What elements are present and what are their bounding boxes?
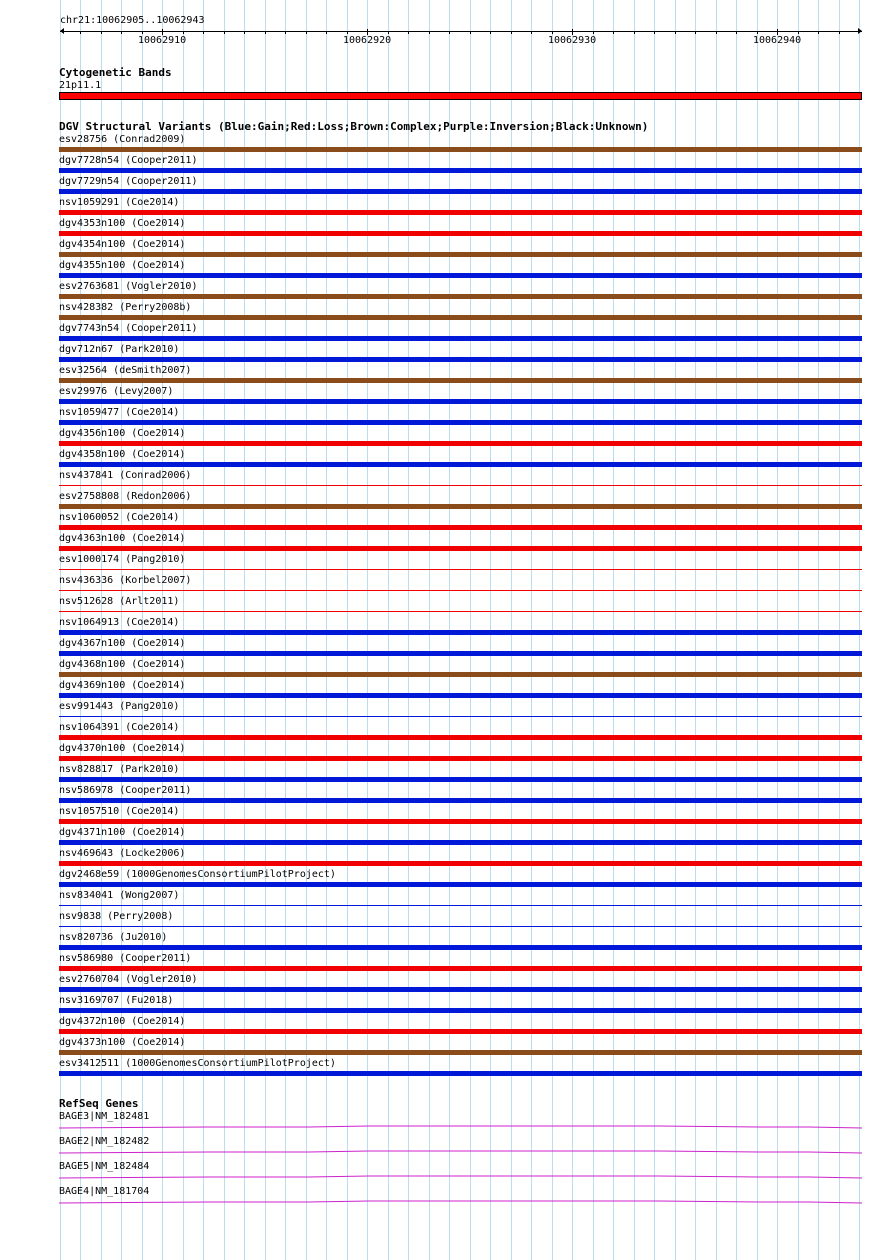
dgv-feature-label: nsv1060052 (Coe2014): [59, 512, 180, 523]
dgv-feature-bar[interactable]: [59, 399, 862, 404]
ruler-minor-tick: [798, 31, 799, 34]
dgv-feature-label: dgv4369n100 (Coe2014): [59, 680, 186, 691]
dgv-feature-label: nsv436336 (Korbel2007): [59, 575, 192, 586]
ruler-minor-tick: [757, 31, 758, 34]
ruler-minor-tick: [285, 31, 286, 34]
dgv-feature-label: nsv437841 (Conrad2006): [59, 470, 192, 481]
dgv-feature-label: nsv1064391 (Coe2014): [59, 722, 180, 733]
dgv-feature-label: esv29976 (Levy2007): [59, 386, 174, 397]
dgv-feature-bar[interactable]: [59, 252, 862, 257]
dgv-feature-label: nsv834041 (Wong2007): [59, 890, 180, 901]
dgv-feature-label: esv1000174 (Pang2010): [59, 554, 186, 565]
ruler-tick-label: 10062940: [753, 35, 802, 46]
dgv-feature-bar[interactable]: [59, 966, 862, 971]
dgv-feature-label: dgv4356n100 (Coe2014): [59, 428, 186, 439]
dgv-feature-bar[interactable]: [59, 693, 862, 698]
dgv-feature-bar[interactable]: [59, 189, 862, 194]
ruler-minor-tick: [244, 31, 245, 34]
ruler-minor-tick: [265, 31, 266, 34]
ruler-minor-tick: [593, 31, 594, 34]
refseq-gene-line[interactable]: [59, 1173, 862, 1179]
dgv-feature-bar[interactable]: [59, 630, 862, 635]
dgv-feature-bar[interactable]: [59, 357, 862, 362]
dgv-feature-label: dgv7743n54 (Cooper2011): [59, 323, 198, 334]
dgv-feature-bar[interactable]: [59, 798, 862, 803]
ruler-tick-label: 10062910: [138, 35, 187, 46]
dgv-feature-bar[interactable]: [59, 147, 862, 152]
cytoband-label: 21p11.1: [59, 80, 102, 91]
dgv-feature-bar[interactable]: [59, 926, 862, 927]
dgv-feature-bar[interactable]: [59, 420, 862, 425]
dgv-feature-bar[interactable]: [59, 273, 862, 278]
dgv-feature-label: nsv1064913 (Coe2014): [59, 617, 180, 628]
dgv-feature-bar[interactable]: [59, 590, 862, 591]
refseq-gene-label: BAGE2|NM_182482: [59, 1136, 150, 1147]
dgv-feature-label: nsv828817 (Park2010): [59, 764, 180, 775]
ruler-minor-tick: [388, 31, 389, 34]
dgv-feature-bar[interactable]: [59, 611, 862, 612]
dgv-feature-bar[interactable]: [59, 756, 862, 761]
ruler-minor-tick: [531, 31, 532, 34]
dgv-feature-label: nsv820736 (Ju2010): [59, 932, 168, 943]
dgv-feature-label: nsv428382 (Perry2008b): [59, 302, 192, 313]
dgv-feature-bar[interactable]: [59, 441, 862, 446]
dgv-feature-bar[interactable]: [59, 569, 862, 570]
dgv-feature-label: dgv4353n100 (Coe2014): [59, 218, 186, 229]
ruler-minor-tick: [326, 31, 327, 34]
dgv-feature-bar[interactable]: [59, 525, 862, 530]
refseq-gene-label: BAGE3|NM_182481: [59, 1111, 150, 1122]
dgv-feature-label: dgv4367n100 (Coe2014): [59, 638, 186, 649]
ruler-minor-tick: [121, 31, 122, 34]
dgv-feature-label: dgv4358n100 (Coe2014): [59, 449, 186, 460]
dgv-feature-label: nsv512628 (Arlt2011): [59, 596, 180, 607]
dgv-feature-bar[interactable]: [59, 546, 862, 551]
dgv-track-title: DGV Structural Variants (Blue:Gain;Red:Loss;Brown:Complex;Purple:Inversion;Black:Unknown): [59, 120, 649, 133]
dgv-feature-bar[interactable]: [59, 861, 862, 866]
refseq-gene-line[interactable]: [59, 1198, 862, 1204]
dgv-feature-bar[interactable]: [59, 462, 862, 467]
dgv-feature-label: dgv4355n100 (Coe2014): [59, 260, 186, 271]
ruler-minor-tick: [306, 31, 307, 34]
dgv-feature-label: nsv469643 (Locke2006): [59, 848, 186, 859]
ruler-minor-tick: [142, 31, 143, 34]
dgv-feature-label: dgv712n67 (Park2010): [59, 344, 180, 355]
ruler-right-arrow-icon: [858, 28, 862, 34]
dgv-feature-bar[interactable]: [59, 840, 862, 845]
ruler-minor-tick: [203, 31, 204, 34]
dgv-feature-bar[interactable]: [59, 210, 862, 215]
dgv-feature-label: nsv586978 (Cooper2011): [59, 785, 192, 796]
dgv-feature-bar[interactable]: [59, 905, 862, 906]
dgv-feature-label: dgv4370n100 (Coe2014): [59, 743, 186, 754]
dgv-feature-bar[interactable]: [59, 882, 862, 887]
ruler-minor-tick: [183, 31, 184, 34]
dgv-feature-bar[interactable]: [59, 1029, 862, 1034]
ruler-minor-tick: [634, 31, 635, 34]
ruler-minor-tick: [101, 31, 102, 34]
dgv-feature-label: dgv7728n54 (Cooper2011): [59, 155, 198, 166]
dgv-feature-label: esv2760704 (Vogler2010): [59, 974, 198, 985]
ruler-minor-tick: [818, 31, 819, 34]
ruler-minor-tick: [716, 31, 717, 34]
ruler-minor-tick: [80, 31, 81, 34]
dgv-feature-label: esv32564 (deSmith2007): [59, 365, 192, 376]
ruler-minor-tick: [839, 31, 840, 34]
dgv-feature-bar[interactable]: [59, 945, 862, 950]
dgv-feature-bar[interactable]: [59, 819, 862, 824]
location-label: chr21:10062905..10062943: [60, 15, 205, 26]
ruler-tick-label: 10062930: [548, 35, 597, 46]
dgv-feature-bar[interactable]: [59, 777, 862, 782]
cytoband-bar: [60, 93, 861, 99]
ruler-minor-tick: [736, 31, 737, 34]
dgv-feature-label: nsv1059477 (Coe2014): [59, 407, 180, 418]
dgv-feature-bar[interactable]: [59, 1008, 862, 1013]
dgv-feature-label: dgv4372n100 (Coe2014): [59, 1016, 186, 1027]
dgv-feature-label: dgv4354n100 (Coe2014): [59, 239, 186, 250]
dgv-feature-bar[interactable]: [59, 716, 862, 717]
dgv-feature-label: esv991443 (Pang2010): [59, 701, 180, 712]
ruler-tick-label: 10062920: [343, 35, 392, 46]
dgv-feature-label: nsv1059291 (Coe2014): [59, 197, 180, 208]
dgv-feature-label: dgv7729n54 (Cooper2011): [59, 176, 198, 187]
ruler-minor-tick: [470, 31, 471, 34]
dgv-feature-bar[interactable]: [59, 378, 862, 383]
dgv-feature-bar[interactable]: [59, 651, 862, 656]
dgv-feature-label: esv28756 (Conrad2009): [59, 134, 186, 145]
dgv-feature-label: dgv4368n100 (Coe2014): [59, 659, 186, 670]
ruler-left-arrow-icon: [60, 28, 64, 34]
dgv-feature-label: dgv2468e59 (1000GenomesConsortiumPilotProject): [59, 869, 336, 880]
dgv-feature-bar[interactable]: [59, 231, 862, 236]
ruler-minor-tick: [511, 31, 512, 34]
ruler-minor-tick: [613, 31, 614, 34]
dgv-feature-bar[interactable]: [59, 987, 862, 992]
dgv-feature-bar[interactable]: [59, 294, 862, 299]
ruler-minor-tick: [552, 31, 553, 34]
ruler-minor-tick: [449, 31, 450, 34]
dgv-feature-bar[interactable]: [59, 315, 862, 320]
refseq-gene-label: BAGE4|NM_181704: [59, 1186, 150, 1197]
dgv-feature-bar[interactable]: [59, 485, 862, 486]
ruler-minor-tick: [490, 31, 491, 34]
refseq-track-title: RefSeq Genes: [59, 1097, 139, 1110]
ruler-line: [60, 31, 862, 32]
dgv-feature-bar[interactable]: [59, 1050, 862, 1055]
dgv-feature-bar[interactable]: [59, 504, 862, 509]
dgv-feature-label: dgv4373n100 (Coe2014): [59, 1037, 186, 1048]
dgv-feature-label: dgv4371n100 (Coe2014): [59, 827, 186, 838]
dgv-feature-label: nsv3169707 (Fu2018): [59, 995, 174, 1006]
ruler-minor-tick: [224, 31, 225, 34]
dgv-feature-label: dgv4363n100 (Coe2014): [59, 533, 186, 544]
dgv-feature-label: nsv9838 (Perry2008): [59, 911, 174, 922]
ruler-minor-tick: [347, 31, 348, 34]
refseq-gene-line[interactable]: [59, 1148, 862, 1154]
ruler-minor-tick: [695, 31, 696, 34]
refseq-gene-line[interactable]: [59, 1123, 862, 1129]
dgv-feature-label: esv3412511 (1000GenomesConsortiumPilotProject): [59, 1058, 336, 1069]
dgv-feature-label: esv2758808 (Redon2006): [59, 491, 192, 502]
ruler-minor-tick: [408, 31, 409, 34]
dgv-feature-bar[interactable]: [59, 1071, 862, 1076]
refseq-gene-label: BAGE5|NM_182484: [59, 1161, 150, 1172]
dgv-feature-bar[interactable]: [59, 735, 862, 740]
ruler-minor-tick: [654, 31, 655, 34]
dgv-feature-bar[interactable]: [59, 336, 862, 341]
cytoband-track-title: Cytogenetic Bands: [59, 66, 172, 79]
dgv-feature-label: nsv586980 (Cooper2011): [59, 953, 192, 964]
dgv-feature-label: nsv1057510 (Coe2014): [59, 806, 180, 817]
dgv-feature-bar[interactable]: [59, 672, 862, 677]
dgv-feature-label: esv2763681 (Vogler2010): [59, 281, 198, 292]
ruler-minor-tick: [429, 31, 430, 34]
ruler-minor-tick: [675, 31, 676, 34]
cytoband-bar-outline[interactable]: [59, 92, 862, 100]
dgv-feature-bar[interactable]: [59, 168, 862, 173]
